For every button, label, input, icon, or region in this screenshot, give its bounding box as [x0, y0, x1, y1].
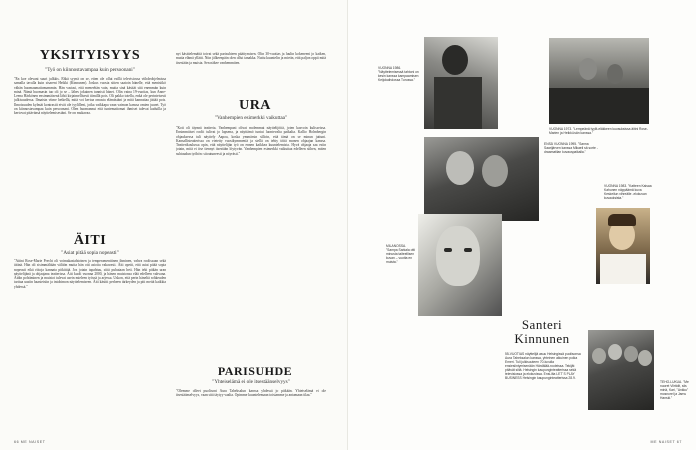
profile-last-name: Kinnunen — [514, 331, 570, 346]
photo-group-of-four — [588, 330, 654, 410]
body-column-2: nyt käsittelemättä toivat sekä parisuhteen päättymisen. Olin 30-vuotias ja luulin kokeneeni jo kaiken, mutta elämä yllätti. Niin jälkeenpäin olen ollut tanakka. Nuttu kuuntelin ja mietin, että paljon oppii mitä itsestään ja muista. Sen näkee vanhemmiten. — [176, 52, 326, 65]
page-number-right: ME NAISET 67 — [650, 440, 682, 444]
photo-portrait-young-man — [596, 208, 650, 284]
section-title-ura: URA — [239, 98, 271, 113]
body-ura: "Koti oli täynnä teatteria. Vanhempani olivat molemmat näyttelijöitä, joten kasvoin kulisseissa. Ensimmäiset roolit tulivat jo lapsena, ja näyttämö tuntui luontevalta paikalta. Kallio Holmbergin ohjauksessa tuli näyttely Aapoa, koska ymmärsin silloin, että tämä on se minun juttuni. Kansallisteatterissa on vietetty vuosikymmeniä ja siellä on tehty töitä monen ohjaajan kanssa. Teatterikoulussa opin, että näyttelijän työ on ennen kaikkea kuuntelemista. Hyvä ohjaaja saa esiin jotain, mitä ei itse tiennyt itsestään löytyvän. Vanhempien esimerkki vaikuttaa edelleen siihen, miten suhtaudun työhön: sitoutuneesti ja nöyrästi." — [176, 126, 326, 156]
photo-caption-4: VUONNA 1983. "Katteen Kaisaa Kahunen näppäämä kuva Keskeilun vihreälle -elokuvan kuvauksista." — [604, 184, 652, 200]
photo-man-shuffling-cards — [424, 37, 498, 129]
photo-family-in-car — [549, 38, 649, 124]
section-title-parisuhde: PARISUHDE — [217, 364, 293, 378]
body-aiti: "Äitini Rose-Marie Precht oli voimakastahtoinen ja temperamenttinen ihminen, vahva roolissaan sekä äitinä. Hän oli sisimmältään välitön mutta hän otti asioita vakavasti. Äiti opetti, että asiat pitää sopia nopeasti eikä riitoja kannata pitkittää. Jos jotain tapahtuu, siitä puhutaan heti. Hän teki pitkän uran näyttelijänä ja ohjaajana teatterissa. Äiti kuoli vuonna 2000, ja hänen muistonsa elää edelleen vahvana. Äidin pohtiminen ja muistot tulevat usein mieleen työssä ja arjessa. Uskon, että perin häneltä rohkeuden tarttua uusiin haasteisiin ja intohimon näyttelemiseen. Äiti käsitti perheen tärkeyden ja piti meitä kaikkia yhdessä." — [14, 259, 166, 289]
section-title-yksityisyys: YKSITYISYYS — [39, 48, 141, 63]
page-number-left: 66 ME NAISET — [14, 440, 46, 444]
section-subtitle-ura: "Vanhempien esimerkki vaikuttaa" — [214, 115, 288, 121]
profile-first-name: Santeri — [521, 317, 563, 332]
body-yksityisyys: "En koe olevani suuri julkkis. Ehkä syynä on se, etten ole ollut esillä televisiossa viihdeohjelmissa samalla tavalla kuin sisareni Heikki (Kinnunen). Joskus vuosia sitten saatoin hänelle, että menisitkö vähän huomaamattomammin. Hän vastasi, että meneehän vain, mutta sinä käsität sitä enemmän kuin minä. Nämä huomasin tuo oli jo se – lähes jokainen tunnisti hänet. Olin vaina 19-vuotias, kun Anne-Leena Härkönen ensimmäisenä lähti kirjaimellisesti tiimillä pois. Oli pakko totella, enkä ole perinteisesti julkisuudessa. Ilmaisin viime hetkellä, mitä voi kertoa omasta elämästäni ja mitä kannattaa jättää pois. Ilmoisuuden kylmät kontrastit eivät ole tyylilleni, jotka vaikkapa vaan vaimon kanssa omien juuret. Työ on kiinnostavampaa kuin persoonani. Olen huomannut että tuntemattomat ihmiset tulevat kaduilla ja kertovat pitävänsä näyttelemisestäni. Se on mukavaa. — [14, 77, 166, 116]
photo-two-actors — [424, 137, 539, 221]
section-subtitle-aiti: "Asiat pitää sopia nopeasti" — [61, 250, 119, 256]
section-title-aiti: ÄITI — [73, 233, 107, 248]
photo-caption-5: MILANOSSA. "Sampa Sarkala otti minusta taiteellisen kuvan – vuotta en muista." — [386, 244, 416, 264]
photo-caption-2: VUONNA 1973. "Lempeänä tyylit-eläkkeen kuvauksissa äitini Rose-Marien ja Heikki-isän kanssa." — [549, 127, 648, 135]
section-subtitle-yksityisyys: "Työ on kiinnostavampaa kuin persoonani" — [45, 67, 135, 73]
body-parisuhde: "Olemme olleet puolisoni Aura Taheksalun kanssa yhdessä jo pitkään. Yhteiselämä ei ole itsestäänselvyys, vaan sitä täytyy vaalia. Opimme kuuntelemaan toisiamme ja antamaan tilaa." — [176, 389, 326, 398]
section-subtitle-parisuhde: "Yhteiselämä ei ole itsestäänselvyys" — [212, 379, 290, 385]
photo-milano-closeup — [418, 214, 502, 316]
photo-caption-3: ENSÄ VUONNA 1995. "Sanna Saarijärven kanssa Mikaeli sä sorte -draamatilan kuvauspaikalla." — [544, 142, 598, 154]
right-page — [348, 0, 696, 450]
photo-caption-1: VUONNA 1986. "Näyttelemisessä tahtoni on kesin kanssa kampaamisen Keijokaihdossa Turussa." — [378, 66, 419, 82]
profile-bio: 55-VUOTIAS näyttelijä asuu Helsingissä puolisonsa Aura Taheksalun kanssa, yhteinen aikuinen poika Emeri. Tuli julkisuuteen 70-luvulla ensiesiintymisenään Härdälää-rooleissa. Tekijät pitävät siitä. Helsingin kaupunginteatterissa sekä televisiossa ja elokuvissa. Ensi-ilta LET´S PLAY BUSINESS Helsingin kaupunginteatterissa 28.9. — [505, 352, 581, 380]
photo-caption-6: TEHO-LUKUA. "Me nuoret Viirtidit, siis minä, Kari, "Ankku" mosnorel ja Jarnu Hanski." — [660, 380, 689, 400]
